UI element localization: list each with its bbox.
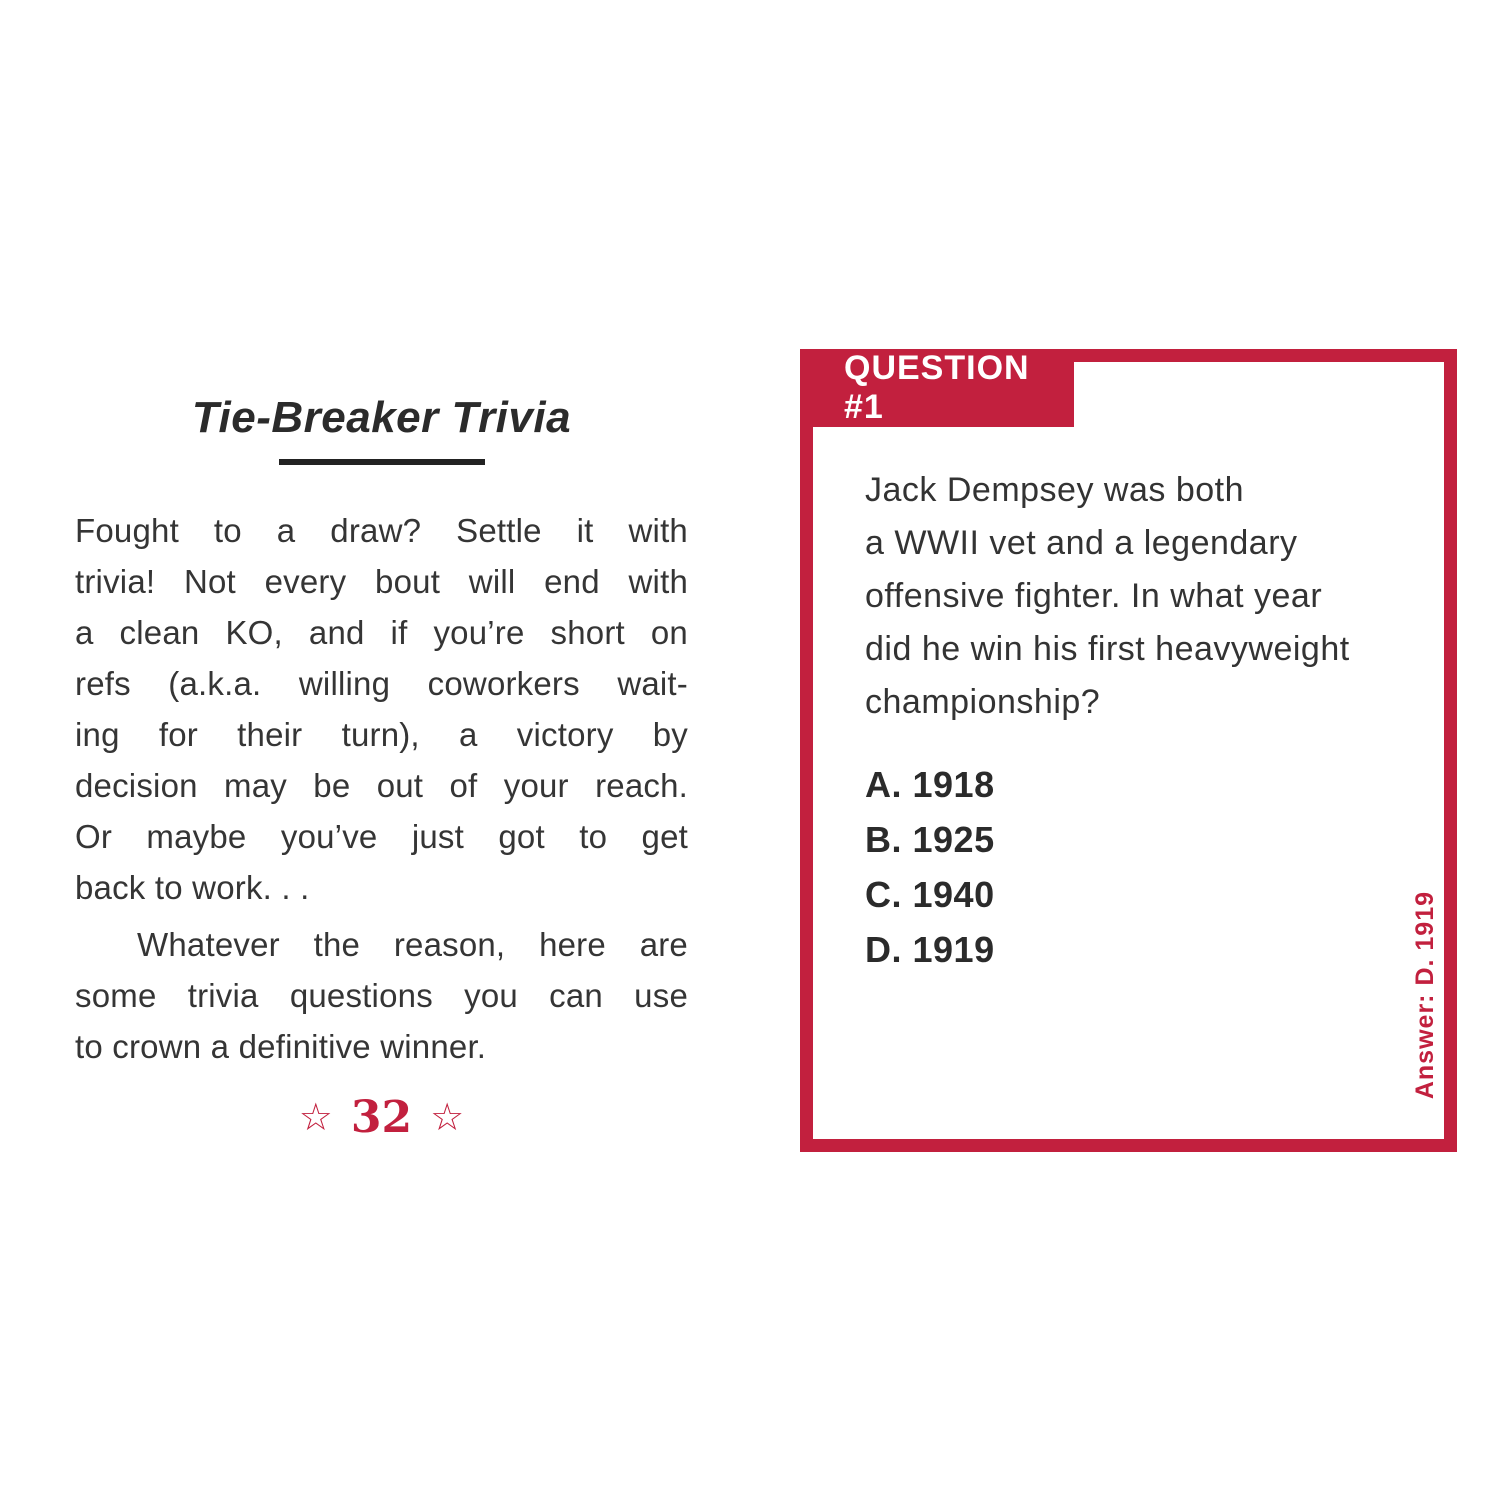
paragraph-line: decision may be out of your reach. (75, 767, 688, 804)
intro-paragraph-1 (75, 505, 688, 913)
answer-option: B. 1925 (865, 819, 995, 860)
paragraph-line: Whatever the reason, here are (137, 926, 688, 963)
paragraph-line: trivia! Not every bout will end with (75, 563, 688, 600)
answer-reveal: Answer: D. 1919 (1411, 890, 1439, 1099)
question-line: Jack Dempsey was both (865, 471, 1244, 509)
star-icon: ☆ (298, 1097, 333, 1139)
star-icon: ☆ (430, 1097, 465, 1139)
question-line: did he win his first heavyweight (865, 630, 1350, 668)
paragraph-line: Fought to a draw? Settle it with (75, 512, 688, 549)
page-number-row (75, 1092, 688, 1143)
question-card (800, 349, 1457, 1152)
question-card-header-label: QUESTION #1 (844, 349, 1030, 426)
question-line: offensive fighter. In what year (865, 577, 1323, 615)
paragraph-line: a clean KO, and if you’re short on (75, 614, 688, 651)
question-text (865, 464, 1410, 729)
paragraph-line: back to work. . . (75, 869, 310, 906)
paragraph-line: refs (a.k.a. willing coworkers wait- (75, 665, 688, 702)
intro-paragraph-2 (75, 919, 688, 1072)
answer-option: D. 1919 (865, 929, 995, 970)
page-title: Tie-Breaker Trivia (191, 393, 572, 442)
paragraph-line: ing for their turn), a victory by (75, 716, 688, 753)
left-page (75, 393, 688, 1143)
answer-option: A. 1918 (865, 764, 995, 805)
title-underline (279, 459, 485, 465)
paragraph-line: some trivia questions you can use (75, 977, 688, 1014)
paragraph-line: Or maybe you’ve just got to get (75, 818, 688, 855)
page-number: 32 (350, 1092, 413, 1143)
answer-options (865, 757, 995, 977)
question-line: championship? (865, 683, 1101, 721)
answer-option: C. 1940 (865, 874, 995, 915)
paragraph-line: to crown a definitive winner. (75, 1028, 487, 1065)
question-line: a WWII vet and a legendary (865, 524, 1298, 562)
question-card-header (800, 349, 1074, 427)
